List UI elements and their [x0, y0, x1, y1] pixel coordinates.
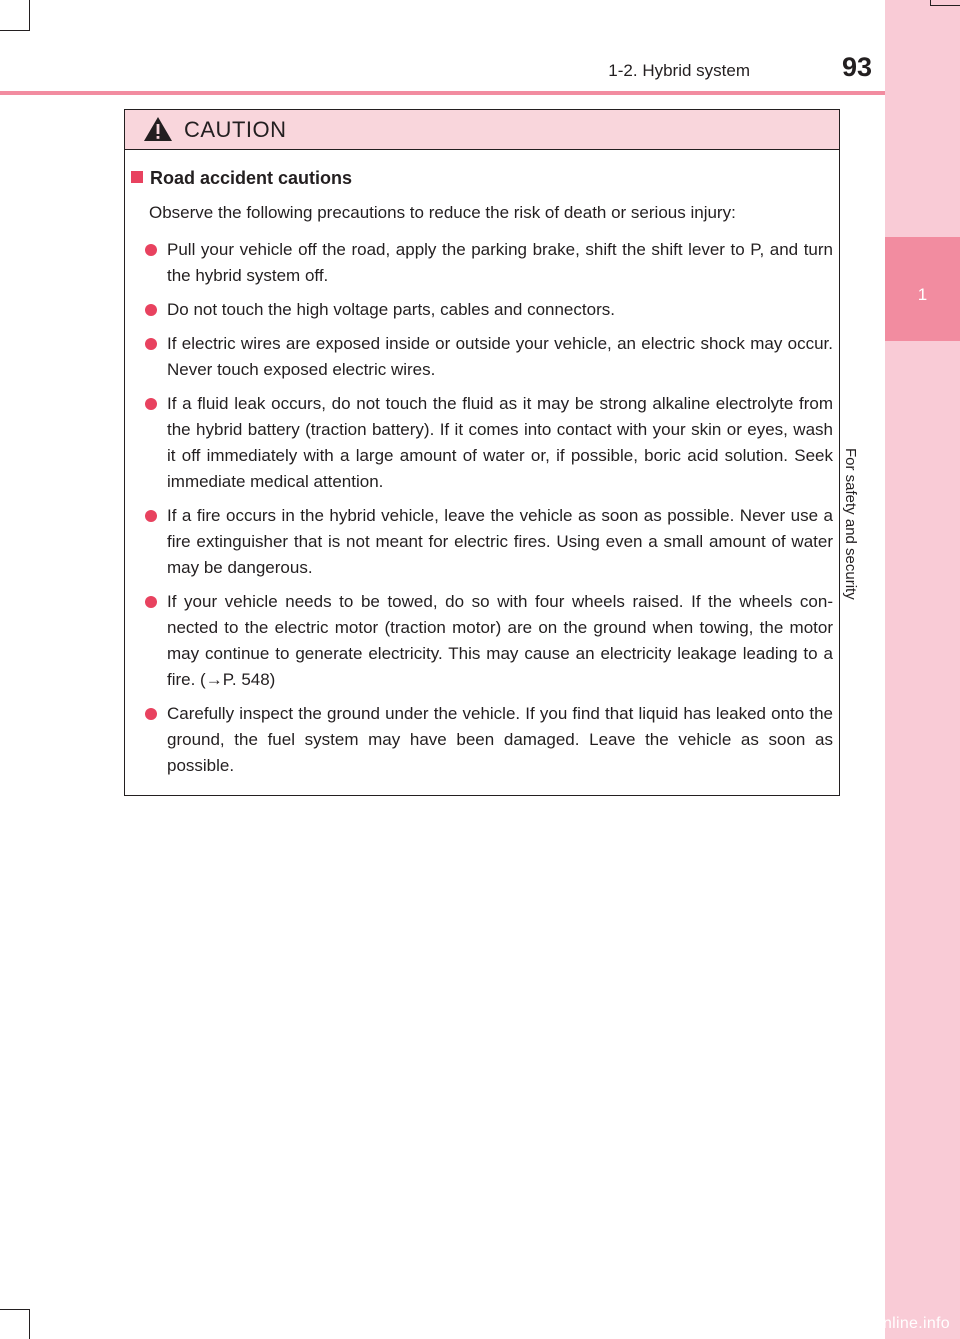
- header-rule: [0, 91, 885, 95]
- bullet-item: [131, 589, 833, 693]
- bullet-dot-icon: [145, 398, 157, 410]
- caution-header: [125, 110, 839, 150]
- square-bullet-icon: [131, 171, 143, 183]
- chapter-number: 1: [917, 285, 928, 304]
- bullet-item: [131, 701, 833, 779]
- bullet-dot-icon: [145, 596, 157, 608]
- caution-box: [124, 109, 840, 796]
- crop-mark: [0, 1309, 30, 1310]
- bullet-item: [131, 331, 833, 383]
- bullet-item: [131, 503, 833, 581]
- bullet-dot-icon: [145, 244, 157, 256]
- chapter-title: For safety and security: [842, 448, 859, 600]
- crop-mark: [29, 0, 30, 30]
- bullet-text: If electric wires are exposed inside or outside your vehicle, an electric shock may occur. Never touch exposed electric wires.: [167, 334, 833, 379]
- bullet-text: If a fire occurs in the hybrid vehicle, leave the vehicle as soon as possible. Never use a fire extinguisher that is not meant for electric fires. Using even a small amount of water may be dangerous.: [167, 506, 833, 577]
- page-number: 93: [841, 52, 872, 82]
- bullet-dot-icon: [145, 304, 157, 316]
- bullet-dot-icon: [145, 510, 157, 522]
- bullet-item: [131, 391, 833, 495]
- bullet-text: Carefully inspect the ground under the vehicle. If you find that liquid has leaked onto the ground, the fuel system may have been damaged. Leave the vehicle as soon as possible.: [167, 704, 833, 775]
- bullet-dot-icon: [145, 338, 157, 350]
- bullet-text: Pull your vehicle off the road, apply the parking brake, shift the shift lever to P, and turn the hybrid system off.: [167, 240, 833, 285]
- caution-subheading: [131, 168, 352, 189]
- crop-mark: [29, 1309, 30, 1339]
- warning-triangle-icon: [143, 116, 173, 142]
- crop-mark: [0, 30, 30, 31]
- bullet-item: [131, 237, 833, 289]
- side-strip: [885, 0, 960, 1339]
- watermark: carmanualsonline.info: [788, 1315, 950, 1332]
- subheading-text: Road accident cautions: [150, 168, 353, 188]
- bullet-text: If a fluid leak occurs, do not touch the fluid as it may be strong alkaline electrolyte from the hybrid battery (traction battery). If it comes into contact with your skin or eyes, wash it off immediately with a large amount of water or, if possible, boric acid solution. Seek immediate medical attention.: [167, 394, 833, 491]
- bullet-item: [131, 297, 833, 323]
- crop-mark: [930, 5, 960, 6]
- caution-intro: Observe the following precautions to reduce the risk of death or serious injury:: [149, 203, 736, 222]
- caution-label: CAUTION: [184, 117, 287, 142]
- section-title: 1-2. Hybrid system: [608, 61, 750, 80]
- bullet-text: If your vehicle needs to be towed, do so with four wheels raised. If the wheels con-nected to the electric motor (traction motor) are on the ground when towing, the motor may continue to generate electricity. This may cause an electricity leakage leading to a fire. (→P. 548): [167, 592, 833, 689]
- bullet-text: Do not touch the high voltage parts, cables and connectors.: [167, 300, 615, 319]
- caution-bullet-list: [131, 237, 833, 787]
- bullet-dot-icon: [145, 708, 157, 720]
